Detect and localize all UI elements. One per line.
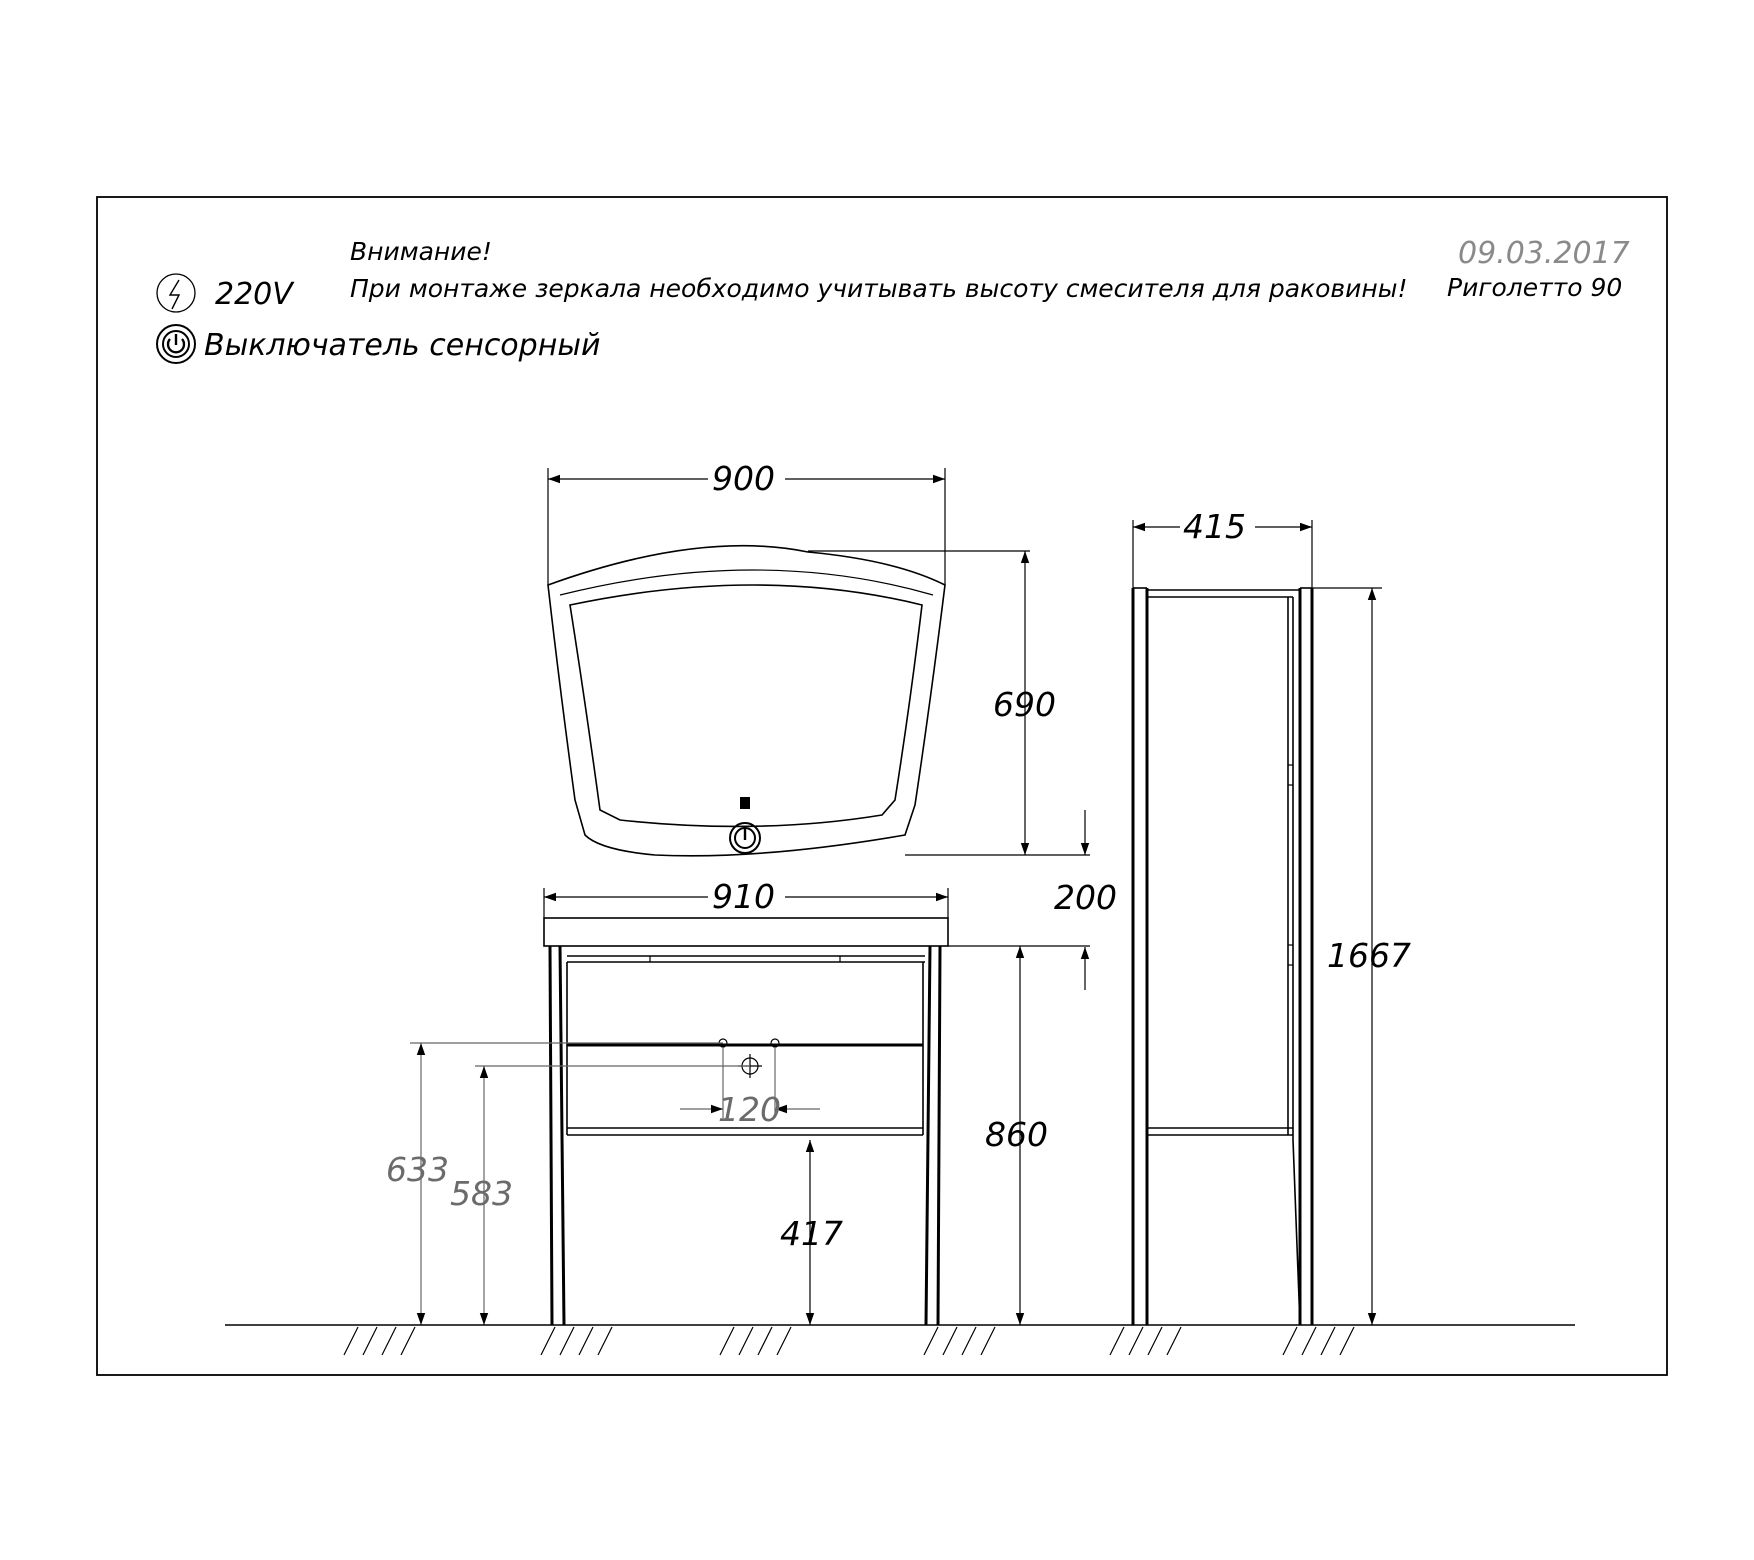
lightning-icon xyxy=(157,274,195,312)
header xyxy=(157,236,1630,363)
shelf-height-value: 417 xyxy=(780,1214,843,1253)
tall-cabinet xyxy=(1133,588,1312,1325)
cabinet-height-value: 1667 xyxy=(1327,936,1411,975)
warning-text: При монтаже зеркала необходимо учитывать высоту смесителя для раковины! xyxy=(350,274,1408,303)
floor-line xyxy=(225,1325,1575,1355)
dim-drain-height-lower xyxy=(450,1066,750,1325)
dim-mirror-height xyxy=(808,551,1090,855)
dim-vanity-width xyxy=(544,877,948,918)
switch-label: Выключатель сенсорный xyxy=(204,328,601,363)
model-name: Риголетто 90 xyxy=(1447,273,1623,302)
dim-mirror-gap xyxy=(1054,810,1117,990)
dim-drain-height-upper xyxy=(386,1043,723,1325)
mirror-width-value: 900 xyxy=(712,459,775,498)
mirror-gap-value: 200 xyxy=(1054,878,1117,917)
touch-switch-icon xyxy=(157,325,195,363)
warning-title: Внимание! xyxy=(350,237,492,266)
mirror-height-value: 690 xyxy=(993,685,1056,724)
drain-height-lower-value: 583 xyxy=(450,1174,513,1213)
dim-cabinet-depth xyxy=(1133,507,1312,588)
drawing-date: 09.03.2017 xyxy=(1458,236,1630,271)
cabinet-depth-value: 415 xyxy=(1183,507,1246,546)
drawing-frame xyxy=(97,197,1667,1375)
dim-cabinet-height xyxy=(1312,588,1411,1325)
mirror xyxy=(548,546,945,856)
vanity-width-value: 910 xyxy=(712,877,775,916)
dim-vanity-height xyxy=(948,946,1090,1325)
drain-spacing-value: 120 xyxy=(718,1090,781,1129)
vanity-height-value: 860 xyxy=(985,1115,1048,1154)
dim-shelf-height xyxy=(780,1140,843,1325)
drain-height-upper-value: 633 xyxy=(386,1150,449,1189)
mirror-touch-switch-icon xyxy=(730,797,760,853)
voltage-label: 220V xyxy=(215,277,293,312)
